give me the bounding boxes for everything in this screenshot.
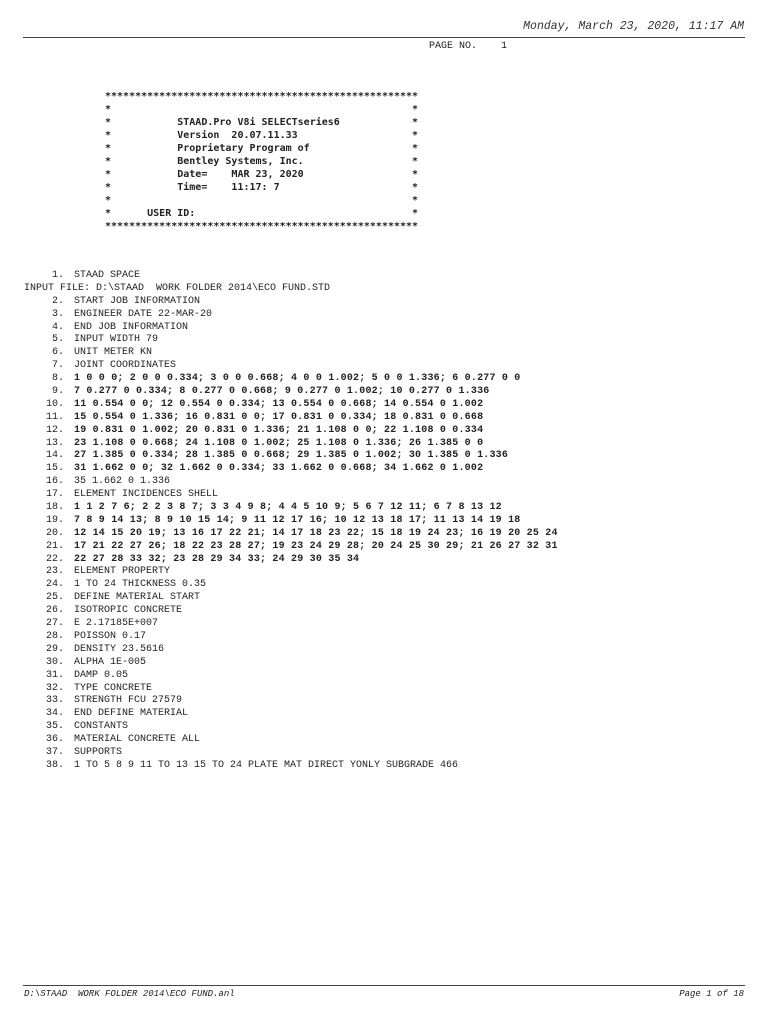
line-text: 31 1.662 0 0; 32 1.662 0 0.334; 33 1.662 0 0.668; 34 1.662 0 1.002 (74, 463, 484, 475)
header-datetime: Monday, March 23, 2020, 11:17 AM (523, 20, 744, 33)
line-text: STRENGTH FCU 27579 (74, 695, 183, 707)
line-number: 3. (51, 308, 64, 320)
banner-line: * * (105, 195, 419, 206)
listing-line (24, 347, 558, 360)
line-number: 34. (45, 708, 64, 720)
line-text: CONSTANTS (74, 721, 129, 733)
listing-line (24, 489, 558, 502)
line-text: SUPPORTS (74, 746, 123, 758)
line-number: 24. (45, 579, 64, 591)
line-text: INPUT WIDTH 79 (74, 334, 159, 346)
line-number: 17. (45, 489, 64, 501)
line-text: 35 1.662 0 1.336 (74, 476, 171, 488)
line-number: 14. (45, 450, 64, 462)
listing-line (24, 541, 558, 554)
line-number: 27. (45, 618, 64, 630)
line-text: TYPE CONCRETE (74, 682, 153, 694)
page-number: PAGE NO. 1 (429, 41, 508, 52)
listing-line (24, 631, 558, 644)
line-number: 30. (45, 656, 64, 668)
header-divider (23, 37, 745, 38)
line-text: E 2.17185E+007 (74, 618, 159, 630)
line-text: ISOTROPIC CONCRETE (74, 605, 183, 617)
line-text: 12 14 15 20 19; 13 16 17 22 21; 14 17 18 23 22; 15 18 19 24 23; 16 19 20 25 24 (74, 527, 558, 539)
listing-line (24, 283, 558, 296)
line-number: 18. (45, 502, 64, 514)
banner-line: * Date= MAR 23, 2020 * (105, 169, 419, 180)
line-number: 33. (45, 695, 64, 707)
listing-line (24, 373, 558, 386)
line-text: UNIT METER KN (74, 347, 153, 359)
line-number: 10. (45, 398, 64, 410)
line-number: 7. (51, 360, 64, 372)
footer-divider (23, 985, 745, 986)
line-number: 2. (51, 295, 64, 307)
line-number: 15. (45, 463, 64, 475)
line-text: ELEMENT PROPERTY (74, 566, 171, 578)
line-number: 12. (45, 424, 64, 436)
line-number: 29. (45, 643, 64, 655)
listing-line (24, 528, 558, 541)
line-number: 26. (45, 605, 64, 617)
listing-line (24, 386, 558, 399)
listing-line (24, 657, 558, 670)
line-number: 32. (45, 682, 64, 694)
line-number: 4. (51, 321, 64, 333)
line-number: 9. (51, 386, 64, 398)
line-number: 31. (45, 669, 64, 681)
banner-line: * Version 20.07.11.33 * (105, 130, 419, 141)
line-text: 15 0.554 0 1.336; 16 0.831 0 0; 17 0.831 0 0.334; 18 0.831 0 0.668 (74, 411, 484, 423)
line-text: 23 1.108 0 0.668; 24 1.108 0 1.002; 25 1.108 0 1.336; 26 1.385 0 0 (74, 437, 484, 449)
listing-line (24, 334, 558, 347)
listing-line (24, 296, 558, 309)
line-text: ELEMENT INCIDENCES SHELL (74, 489, 219, 501)
line-number: 37. (45, 746, 64, 758)
line-number: 5. (51, 334, 64, 346)
line-text: DENSITY 23.5616 (74, 643, 165, 655)
line-text: 19 0.831 0 1.002; 20 0.831 0 1.336; 21 1.108 0 0; 22 1.108 0 0.334 (74, 424, 484, 436)
listing-line (24, 695, 558, 708)
line-text: JOINT COORDINATES (74, 360, 177, 372)
listing-line (24, 683, 558, 696)
listing-line (24, 760, 558, 773)
listing-line (24, 708, 558, 721)
line-number: 19. (45, 514, 64, 526)
listing-line (24, 270, 558, 283)
banner-line: * Time= 11:17: 7 * (105, 182, 419, 193)
line-text: MATERIAL CONCRETE ALL (74, 734, 201, 746)
line-text: 1 0 0 0; 2 0 0 0.334; 3 0 0 0.668; 4 0 0 1.002; 5 0 0 1.336; 6 0.277 0 0 (74, 373, 521, 385)
listing-line (24, 554, 558, 567)
listing-line (24, 463, 558, 476)
listing-line (24, 360, 558, 373)
listing-line (24, 747, 558, 760)
line-number: 36. (45, 734, 64, 746)
listing-line (24, 592, 558, 605)
line-text: INPUT FILE: D:\STAAD WORK FOLDER 2014\ECO FUND.STD (24, 282, 331, 294)
listing-line (24, 502, 558, 515)
listing-line (24, 734, 558, 747)
listing-line (24, 322, 558, 335)
banner-line: * STAAD.Pro V8i SELECTseries6 * (105, 117, 419, 128)
line-number: 1. (51, 270, 64, 281)
line-text: 1 TO 24 THICKNESS 0.35 (74, 579, 207, 591)
listing-line (24, 721, 558, 734)
line-text: 22 27 28 33 32; 23 28 29 34 33; 24 29 30 35 34 (74, 553, 360, 565)
line-number: 6. (51, 347, 64, 359)
line-number: 13. (45, 437, 64, 449)
line-text: 1 1 2 7 6; 2 2 3 8 7; 3 3 4 9 8; 4 4 5 10 9; 5 6 7 12 11; 6 7 8 13 12 (74, 502, 502, 514)
banner-line: * * (105, 104, 419, 115)
banner-line: **************************************************** (105, 91, 419, 102)
listing-line (24, 425, 558, 438)
line-number: 35. (45, 721, 64, 733)
listing-line (24, 605, 558, 618)
line-number: 16. (45, 476, 64, 488)
line-text: DEFINE MATERIAL START (74, 592, 201, 604)
listing-line (24, 399, 558, 412)
line-text: END DEFINE MATERIAL (74, 708, 189, 720)
line-number: 23. (45, 566, 64, 578)
line-number: 22. (45, 553, 64, 565)
footer-page-count: Page 1 of 18 (679, 989, 744, 999)
listing-line (24, 412, 558, 425)
listing-line (24, 450, 558, 463)
line-text: 17 21 22 27 26; 18 22 23 28 27; 19 23 24 29 28; 20 24 25 30 29; 21 26 27 32 31 (74, 540, 558, 552)
listing-line (24, 670, 558, 683)
program-banner (105, 90, 418, 233)
line-text: ENGINEER DATE 22-MAR-20 (74, 308, 213, 320)
listing-line (24, 476, 558, 489)
listing-line (24, 309, 558, 322)
listing-line (24, 515, 558, 528)
listing-line (24, 579, 558, 592)
line-text: 7 0.277 0 0.334; 8 0.277 0 0.668; 9 0.277 0 1.002; 10 0.277 0 1.336 (74, 386, 490, 398)
line-text: ALPHA 1E-005 (74, 656, 147, 668)
input-listing (24, 270, 558, 773)
line-number: 8. (51, 373, 64, 385)
listing-line (24, 566, 558, 579)
line-number: 21. (45, 540, 64, 552)
line-text: END JOB INFORMATION (74, 321, 189, 333)
footer-file-path: D:\STAAD WORK FOLDER 2014\ECO FUND.anl (24, 989, 235, 999)
line-number: 38. (45, 759, 64, 771)
banner-line: **************************************************** (105, 221, 419, 232)
line-number: 20. (45, 527, 64, 539)
line-text: 7 8 9 14 13; 8 9 10 15 14; 9 11 12 17 16; 10 12 13 18 17; 11 13 14 19 18 (74, 514, 521, 526)
banner-line: * Bentley Systems, Inc. * (105, 156, 419, 167)
line-number: 28. (45, 630, 64, 642)
line-number: 25. (45, 592, 64, 604)
line-text: 1 TO 5 8 9 11 TO 13 15 TO 24 PLATE MAT DIRECT YONLY SUBGRADE 466 (74, 759, 459, 771)
line-text: START JOB INFORMATION (74, 295, 201, 307)
listing-line (24, 438, 558, 451)
line-number: 11. (45, 411, 64, 423)
listing-line (24, 618, 558, 631)
banner-line: * USER ID: * (105, 208, 419, 219)
banner-line: * Proprietary Program of * (105, 143, 419, 154)
listing-line (24, 644, 558, 657)
line-text: 27 1.385 0 0.334; 28 1.385 0 0.668; 29 1.385 0 1.002; 30 1.385 0 1.336 (74, 450, 509, 462)
line-text: 11 0.554 0 0; 12 0.554 0 0.334; 13 0.554 0 0.668; 14 0.554 0 1.002 (74, 398, 484, 410)
line-text: DAMP 0.05 (74, 669, 129, 681)
line-text: STAAD SPACE (74, 270, 141, 281)
line-text: POISSON 0.17 (74, 630, 147, 642)
